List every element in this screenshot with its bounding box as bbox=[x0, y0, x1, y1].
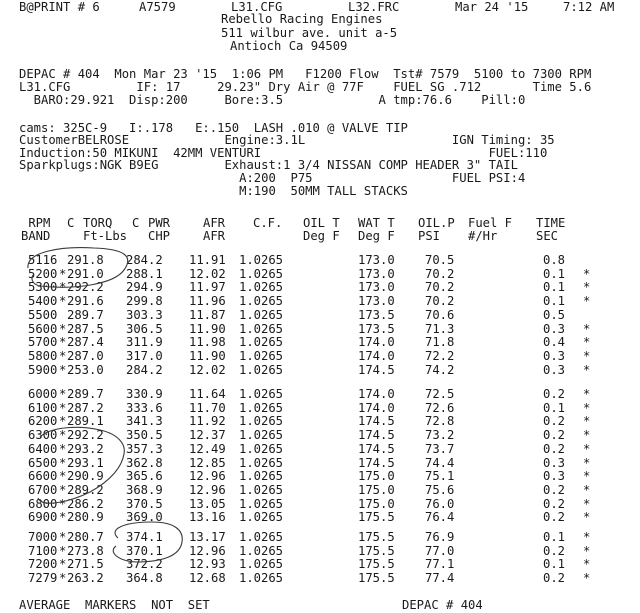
cell-torque: 286.2 bbox=[67, 497, 104, 511]
cell-time: 0.1 bbox=[543, 530, 566, 544]
cell-flag: * bbox=[59, 483, 67, 497]
cell-flag: * bbox=[59, 571, 67, 585]
cell-water-temp: 175.5 bbox=[358, 571, 395, 585]
cell-oil-pressure: 76.9 bbox=[425, 530, 455, 544]
cell-flag: * bbox=[59, 544, 67, 558]
cell-time-flag: * bbox=[583, 349, 591, 363]
cell-water-temp: 174.5 bbox=[358, 363, 395, 377]
cell-rpm: 5900 bbox=[28, 363, 58, 377]
engine-info-line-5: A:200 P75 FUEL PSI:4 bbox=[19, 171, 526, 185]
cell-power: 284.2 bbox=[126, 253, 163, 267]
cell-power: 365.6 bbox=[126, 469, 163, 483]
cell-afr: 11.90 bbox=[189, 322, 226, 336]
cell-time: 0.3 bbox=[543, 349, 566, 363]
cell-oil-pressure: 70.2 bbox=[425, 280, 455, 294]
cell-oil-pressure: 77.1 bbox=[425, 557, 455, 571]
cell-rpm: 6200 bbox=[28, 414, 58, 428]
cell-time-flag: * bbox=[583, 387, 591, 401]
cell-oil-pressure: 74.2 bbox=[425, 363, 455, 377]
cell-afr: 11.64 bbox=[189, 387, 226, 401]
cell-time-flag: * bbox=[583, 483, 591, 497]
cell-torque: 280.7 bbox=[67, 530, 104, 544]
cell-time: 0.2 bbox=[543, 544, 566, 558]
cell-water-temp: 173.5 bbox=[358, 322, 395, 336]
cell-torque: 290.9 bbox=[67, 469, 104, 483]
cell-rpm: 6500 bbox=[28, 456, 58, 470]
cell-rpm: 5300 bbox=[28, 280, 58, 294]
footer-depac: DEPAC # 404 bbox=[402, 598, 483, 612]
cell-cf: 1.0265 bbox=[239, 363, 284, 377]
cell-flag: * bbox=[59, 510, 67, 524]
column-header: C bbox=[67, 216, 75, 230]
cell-oil-pressure: 72.2 bbox=[425, 349, 455, 363]
frc-file: L32.FRC bbox=[348, 0, 400, 14]
cell-water-temp: 175.0 bbox=[358, 483, 395, 497]
cell-power: 374.1 bbox=[126, 530, 163, 544]
test-info-line-1: DEPAC # 404 Mon Mar 23 '15 1:06 PM F1200 Flow Tst# 7579 5100 to 7300 RPM bbox=[19, 67, 592, 81]
column-header: Deg F bbox=[358, 229, 395, 243]
cell-water-temp: 173.0 bbox=[358, 267, 395, 281]
cell-water-temp: 175.5 bbox=[358, 557, 395, 571]
cell-rpm: 6000 bbox=[28, 387, 58, 401]
cell-cf: 1.0265 bbox=[239, 483, 284, 497]
cell-cf: 1.0265 bbox=[239, 544, 284, 558]
cell-afr: 12.93 bbox=[189, 557, 226, 571]
cfg-file: L31.CFG bbox=[231, 0, 283, 14]
cell-torque: 289.2 bbox=[67, 483, 104, 497]
cell-water-temp: 174.5 bbox=[358, 442, 395, 456]
cell-power: 368.9 bbox=[126, 483, 163, 497]
cell-torque: 287.0 bbox=[67, 349, 104, 363]
cell-cf: 1.0265 bbox=[239, 401, 284, 415]
cell-flag: * bbox=[59, 363, 67, 377]
cell-water-temp: 175.5 bbox=[358, 510, 395, 524]
cell-rpm: 6800 bbox=[28, 497, 58, 511]
cell-rpm: 5600 bbox=[28, 322, 58, 336]
cell-oil-pressure: 76.4 bbox=[425, 510, 455, 524]
column-header: RPM bbox=[21, 216, 51, 230]
cell-water-temp: 175.0 bbox=[358, 469, 395, 483]
cell-power: 306.5 bbox=[126, 322, 163, 336]
cell-rpm: 7000 bbox=[28, 530, 58, 544]
cell-power: 333.6 bbox=[126, 401, 163, 415]
cell-power: 284.2 bbox=[126, 363, 163, 377]
cell-time-flag: * bbox=[583, 428, 591, 442]
cell-oil-pressure: 71.8 bbox=[425, 335, 455, 349]
cell-cf: 1.0265 bbox=[239, 335, 284, 349]
print-time: 7:12 AM bbox=[563, 0, 615, 14]
cell-time: 0.1 bbox=[543, 294, 566, 308]
cell-time: 0.3 bbox=[543, 322, 566, 336]
cell-torque: 287.5 bbox=[67, 322, 104, 336]
cell-water-temp: 173.5 bbox=[358, 308, 395, 322]
cell-rpm: 6900 bbox=[28, 510, 58, 524]
cell-torque: 291.0 bbox=[67, 267, 104, 281]
column-header: TORQ bbox=[83, 216, 113, 230]
cell-water-temp: 173.0 bbox=[358, 294, 395, 308]
cell-afr: 11.91 bbox=[189, 253, 226, 267]
cell-torque: 289.7 bbox=[67, 308, 104, 322]
cell-cf: 1.0265 bbox=[239, 510, 284, 524]
cell-power: 299.8 bbox=[126, 294, 163, 308]
cell-afr: 13.05 bbox=[189, 497, 226, 511]
test-info-line-2: L31.CFG IF: 17 29.23" Dry Air @ 77F FUEL SG .712 Time 5.6 bbox=[19, 80, 592, 94]
cell-flag: * bbox=[59, 335, 67, 349]
cell-water-temp: 174.5 bbox=[358, 456, 395, 470]
cell-rpm: 6600 bbox=[28, 469, 58, 483]
cell-time: 0.1 bbox=[543, 401, 566, 415]
cell-power: 330.9 bbox=[126, 387, 163, 401]
cell-time-flag: * bbox=[583, 280, 591, 294]
cell-time: 0.2 bbox=[543, 497, 566, 511]
column-header: Ft-Lbs bbox=[83, 229, 128, 243]
cell-water-temp: 173.0 bbox=[358, 280, 395, 294]
cell-torque: 271.5 bbox=[67, 557, 104, 571]
cell-rpm: 7279 bbox=[28, 571, 58, 585]
cell-time: 0.2 bbox=[543, 414, 566, 428]
cell-time: 0.2 bbox=[543, 442, 566, 456]
cell-oil-pressure: 70.2 bbox=[425, 294, 455, 308]
cell-time: 0.2 bbox=[543, 387, 566, 401]
cell-time-flag: * bbox=[583, 510, 591, 524]
cell-cf: 1.0265 bbox=[239, 280, 284, 294]
cell-time-flag: * bbox=[583, 401, 591, 415]
cell-torque: 292.2 bbox=[67, 280, 104, 294]
cell-water-temp: 174.5 bbox=[358, 428, 395, 442]
cell-oil-pressure: 75.1 bbox=[425, 469, 455, 483]
column-header: WAT T bbox=[358, 216, 395, 230]
cell-time-flag: * bbox=[583, 497, 591, 511]
column-header: CHP bbox=[148, 229, 171, 243]
cell-cf: 1.0265 bbox=[239, 557, 284, 571]
cell-time-flag: * bbox=[583, 469, 591, 483]
column-header: C.F. bbox=[253, 216, 283, 230]
cell-rpm: 5500 bbox=[28, 308, 58, 322]
cell-flag: * bbox=[59, 557, 67, 571]
column-header: PWR bbox=[148, 216, 171, 230]
cell-power: 288.1 bbox=[126, 267, 163, 281]
cell-torque: 293.1 bbox=[67, 456, 104, 470]
cell-cf: 1.0265 bbox=[239, 308, 284, 322]
cell-power: 341.3 bbox=[126, 414, 163, 428]
cell-time-flag: * bbox=[583, 557, 591, 571]
cell-afr: 11.87 bbox=[189, 308, 226, 322]
cell-afr: 11.96 bbox=[189, 294, 226, 308]
shop-name: Rebello Racing Engines bbox=[221, 12, 383, 26]
column-header: #/Hr bbox=[468, 229, 498, 243]
cell-cf: 1.0265 bbox=[239, 456, 284, 470]
engine-info-line-2: CustomerBELROSE Engine:3.1L IGN Timing: 35 bbox=[19, 133, 555, 147]
cell-time: 0.3 bbox=[543, 456, 566, 470]
column-header: AFR bbox=[203, 216, 226, 230]
cell-torque: 287.2 bbox=[67, 401, 104, 415]
cell-water-temp: 173.0 bbox=[358, 253, 395, 267]
cell-torque: 253.0 bbox=[67, 363, 104, 377]
cell-water-temp: 175.5 bbox=[358, 530, 395, 544]
cell-oil-pressure: 72.6 bbox=[425, 401, 455, 415]
shop-city: Antioch Ca 94509 bbox=[230, 39, 348, 53]
cell-time: 0.1 bbox=[543, 280, 566, 294]
cell-cf: 1.0265 bbox=[239, 322, 284, 336]
cell-time: 0.2 bbox=[543, 571, 566, 585]
engine-info-line-6: M:190 50MM TALL STACKS bbox=[19, 184, 408, 198]
cell-rpm: 5400 bbox=[28, 294, 58, 308]
cell-cf: 1.0265 bbox=[239, 469, 284, 483]
cell-water-temp: 174.0 bbox=[358, 349, 395, 363]
cell-afr: 12.96 bbox=[189, 544, 226, 558]
cell-time: 0.2 bbox=[543, 483, 566, 497]
column-header: C bbox=[132, 216, 140, 230]
cell-oil-pressure: 75.6 bbox=[425, 483, 455, 497]
cell-rpm: 5700 bbox=[28, 335, 58, 349]
cell-afr: 12.02 bbox=[189, 363, 226, 377]
print-date: Mar 24 '15 bbox=[455, 0, 529, 14]
cell-flag: * bbox=[59, 456, 67, 470]
cell-time-flag: * bbox=[583, 294, 591, 308]
shop-street: 511 wilbur ave. unit a-5 bbox=[221, 26, 398, 40]
cell-time: 0.2 bbox=[543, 510, 566, 524]
cell-afr: 11.98 bbox=[189, 335, 226, 349]
cell-time-flag: * bbox=[583, 442, 591, 456]
cell-flag: * bbox=[59, 469, 67, 483]
cell-cf: 1.0265 bbox=[239, 267, 284, 281]
cell-afr: 12.96 bbox=[189, 469, 226, 483]
cell-afr: 13.17 bbox=[189, 530, 226, 544]
cell-water-temp: 175.5 bbox=[358, 544, 395, 558]
cell-afr: 11.90 bbox=[189, 349, 226, 363]
cell-afr: 12.96 bbox=[189, 483, 226, 497]
cell-torque: 289.1 bbox=[67, 414, 104, 428]
cell-water-temp: 174.5 bbox=[358, 414, 395, 428]
cell-torque: 280.9 bbox=[67, 510, 104, 524]
job-number: A7579 bbox=[139, 0, 176, 14]
cell-oil-pressure: 77.4 bbox=[425, 571, 455, 585]
cell-oil-pressure: 77.0 bbox=[425, 544, 455, 558]
cell-power: 294.9 bbox=[126, 280, 163, 294]
cell-torque: 293.2 bbox=[67, 442, 104, 456]
cell-afr: 12.02 bbox=[189, 267, 226, 281]
cell-oil-pressure: 72.5 bbox=[425, 387, 455, 401]
cell-afr: 12.68 bbox=[189, 571, 226, 585]
cell-flag: * bbox=[59, 294, 67, 308]
cell-cf: 1.0265 bbox=[239, 571, 284, 585]
column-header: OIL.P bbox=[418, 216, 455, 230]
cell-rpm: 7100 bbox=[28, 544, 58, 558]
cell-time: 0.1 bbox=[543, 557, 566, 571]
cell-time-flag: * bbox=[583, 363, 591, 377]
cell-cf: 1.0265 bbox=[239, 530, 284, 544]
cell-time: 0.1 bbox=[543, 267, 566, 281]
cell-flag: * bbox=[59, 428, 67, 442]
cell-rpm: 6100 bbox=[28, 401, 58, 415]
cell-oil-pressure: 70.2 bbox=[425, 267, 455, 281]
cell-time-flag: * bbox=[583, 456, 591, 470]
cell-flag: * bbox=[59, 530, 67, 544]
cell-rpm: 6300 bbox=[28, 428, 58, 442]
cell-oil-pressure: 73.7 bbox=[425, 442, 455, 456]
cell-torque: 289.7 bbox=[67, 387, 104, 401]
column-header: AFR bbox=[203, 229, 226, 243]
cell-time-flag: * bbox=[583, 530, 591, 544]
cell-oil-pressure: 72.8 bbox=[425, 414, 455, 428]
cell-time-flag: * bbox=[583, 335, 591, 349]
cell-power: 370.5 bbox=[126, 497, 163, 511]
cell-water-temp: 174.0 bbox=[358, 335, 395, 349]
cell-torque: 263.2 bbox=[67, 571, 104, 585]
cell-cf: 1.0265 bbox=[239, 294, 284, 308]
bprint-number: B@PRINT # 6 bbox=[19, 0, 100, 14]
cell-torque: 273.8 bbox=[67, 544, 104, 558]
cell-oil-pressure: 73.2 bbox=[425, 428, 455, 442]
cell-flag: * bbox=[59, 442, 67, 456]
cell-time: 0.8 bbox=[543, 253, 566, 267]
cell-oil-pressure: 70.6 bbox=[425, 308, 455, 322]
cell-power: 350.5 bbox=[126, 428, 163, 442]
column-header: Fuel F bbox=[468, 216, 513, 230]
cell-torque: 292.2 bbox=[67, 428, 104, 442]
cell-power: 357.3 bbox=[126, 442, 163, 456]
cell-cf: 1.0265 bbox=[239, 253, 284, 267]
cell-torque: 287.4 bbox=[67, 335, 104, 349]
cell-flag: * bbox=[59, 267, 67, 281]
engine-info-line-3: Induction:50 MIKUNI 42MM VENTURI FUEL:110 bbox=[19, 146, 548, 160]
cell-power: 317.0 bbox=[126, 349, 163, 363]
cell-time: 0.3 bbox=[543, 363, 566, 377]
column-header: Deg F bbox=[303, 229, 340, 243]
cell-time-flag: * bbox=[583, 267, 591, 281]
cell-torque: 291.6 bbox=[67, 294, 104, 308]
cell-oil-pressure: 70.5 bbox=[425, 253, 455, 267]
cell-time: 0.4 bbox=[543, 335, 566, 349]
cell-time-flag: * bbox=[583, 322, 591, 336]
cell-afr: 12.85 bbox=[189, 456, 226, 470]
cell-time-flag: * bbox=[583, 544, 591, 558]
cell-water-temp: 175.0 bbox=[358, 497, 395, 511]
column-header: TIME bbox=[536, 216, 566, 230]
cell-rpm: 5800 bbox=[28, 349, 58, 363]
cell-afr: 11.70 bbox=[189, 401, 226, 415]
cell-rpm: 7200 bbox=[28, 557, 58, 571]
column-header: OIL T bbox=[303, 216, 340, 230]
cell-water-temp: 174.0 bbox=[358, 387, 395, 401]
test-info-line-3: BARO:29.921 Disp:200 Bore:3.5 A tmp:76.6 Pill:0 bbox=[19, 93, 526, 107]
cell-flag: * bbox=[59, 280, 67, 294]
cell-afr: 13.16 bbox=[189, 510, 226, 524]
cell-flag: * bbox=[59, 387, 67, 401]
column-header: BAND bbox=[21, 229, 51, 243]
cell-time: 0.3 bbox=[543, 469, 566, 483]
cell-flag: * bbox=[59, 322, 67, 336]
cell-rpm: 5116 bbox=[28, 253, 58, 267]
cell-cf: 1.0265 bbox=[239, 428, 284, 442]
cell-cf: 1.0265 bbox=[239, 349, 284, 363]
engine-info-line-4: Sparkplugs:NGK B9EG Exhaust:1 3/4 NISSAN COMP HEADER 3" TAIL bbox=[19, 158, 518, 172]
cell-oil-pressure: 74.4 bbox=[425, 456, 455, 470]
cell-power: 364.8 bbox=[126, 571, 163, 585]
cell-cf: 1.0265 bbox=[239, 442, 284, 456]
engine-info-line-1: cams: 325C-9 I:.178 E:.150 LASH .010 @ VALVE TIP bbox=[19, 121, 408, 135]
column-header: SEC bbox=[536, 229, 559, 243]
cell-oil-pressure: 71.3 bbox=[425, 322, 455, 336]
cell-afr: 11.92 bbox=[189, 414, 226, 428]
cell-time-flag: * bbox=[583, 414, 591, 428]
cell-time: 0.5 bbox=[543, 308, 566, 322]
cell-water-temp: 174.0 bbox=[358, 401, 395, 415]
cell-time: 0.2 bbox=[543, 428, 566, 442]
cell-cf: 1.0265 bbox=[239, 387, 284, 401]
cell-flag: * bbox=[59, 349, 67, 363]
cell-power: 362.8 bbox=[126, 456, 163, 470]
cell-time-flag: * bbox=[583, 571, 591, 585]
cell-power: 311.9 bbox=[126, 335, 163, 349]
cell-rpm: 6400 bbox=[28, 442, 58, 456]
cell-power: 303.3 bbox=[126, 308, 163, 322]
cell-afr: 12.37 bbox=[189, 428, 226, 442]
cell-rpm: 6700 bbox=[28, 483, 58, 497]
cell-flag: * bbox=[59, 401, 67, 415]
cell-power: 370.1 bbox=[126, 544, 163, 558]
cell-cf: 1.0265 bbox=[239, 497, 284, 511]
cell-flag: * bbox=[59, 497, 67, 511]
cell-flag: * bbox=[59, 414, 67, 428]
cell-cf: 1.0265 bbox=[239, 414, 284, 428]
cell-power: 369.0 bbox=[126, 510, 163, 524]
cell-power: 372.2 bbox=[126, 557, 163, 571]
footer-markers: AVERAGE MARKERS NOT SET bbox=[19, 598, 210, 612]
cell-afr: 11.97 bbox=[189, 280, 226, 294]
cell-rpm: 5200 bbox=[28, 267, 58, 281]
cell-torque: 291.8 bbox=[67, 253, 104, 267]
cell-oil-pressure: 76.0 bbox=[425, 497, 455, 511]
column-header: PSI bbox=[418, 229, 441, 243]
cell-afr: 12.49 bbox=[189, 442, 226, 456]
